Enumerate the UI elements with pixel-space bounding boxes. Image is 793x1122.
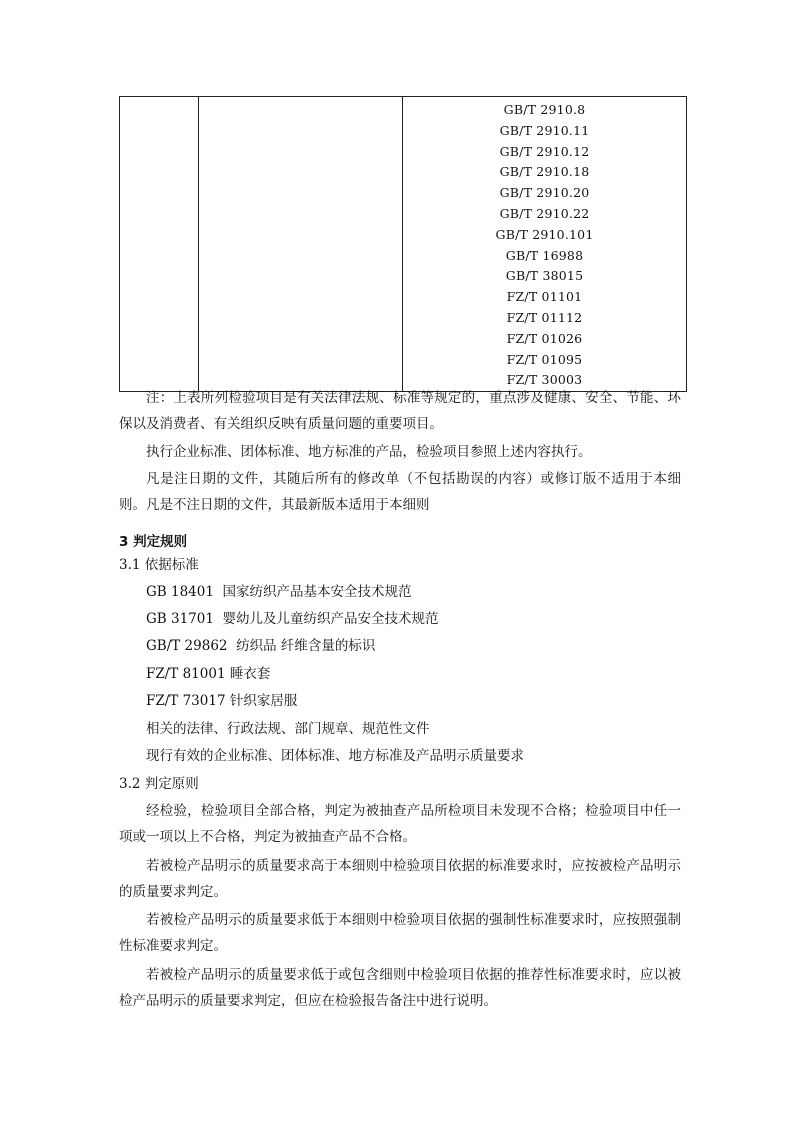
table-note: 注：上表所列检验项目是有关法律法规、标准等规定的，重点涉及健康、安全、节能、环保以及消费者、有关组织反映有质量问题的重要项目。 <box>119 390 681 432</box>
principle-paragraph: 经检验，检验项目全部合格，判定为被抽查产品所检项目未发现不合格；检验项目中任一项或一项以上不合格，判定为被抽查产品不合格。 <box>119 803 681 845</box>
list-item: GB/T 38015 <box>505 268 584 284</box>
basis-item: 相关的法律、行政法规、部门规章、规范性文件 <box>146 721 430 737</box>
section-3-1-title: 3.1 依据标准 <box>119 557 199 573</box>
standards-list <box>403 97 686 391</box>
list-item: GB/T 2910.18 <box>499 164 590 180</box>
basis-item: FZ/T 73017 针织家居服 <box>146 693 298 709</box>
section-3-title: 3 判定规则 <box>119 534 188 550</box>
section-3-2-title: 3.2 判定原则 <box>119 776 199 792</box>
list-item: GB/T 2910.101 <box>495 226 594 242</box>
list-item: FZ/T 01101 <box>506 289 583 305</box>
principle-paragraph: 若被检产品明示的质量要求低于或包含细则中检验项目依据的推荐性标准要求时，应以被检产品明示的质量要求判定，但应在检验报告备注中进行说明。 <box>119 967 681 1009</box>
table-cell-standards <box>403 97 687 392</box>
list-item: GB/T 16988 <box>505 247 584 263</box>
principle-paragraph: 若被检产品明示的质量要求高于本细则中检验项目依据的标准要求时，应按被检产品明示的质量要求判定。 <box>119 858 681 900</box>
dated-note: 凡是注日期的文件，其随后所有的修改单（不包括勘误的内容）或修订版不适用于本细则。凡是不注日期的文件，其最新版本适用于本细则 <box>119 471 681 513</box>
list-item: GB/T 2910.20 <box>499 185 590 201</box>
table-cell-empty-1 <box>120 97 199 392</box>
list-item: FZ/T 30003 <box>506 372 583 388</box>
basis-item: GB 31701 婴幼儿及儿童纺织产品安全技术规范 <box>146 611 439 627</box>
standards-table <box>119 96 687 392</box>
list-item: FZ/T 01112 <box>506 309 583 325</box>
table-cell-empty-2 <box>199 97 403 392</box>
list-item: FZ/T 01095 <box>506 351 583 367</box>
basis-item: 现行有效的企业标准、团体标准、地方标准及产品明示质量要求 <box>146 748 524 764</box>
basis-item: GB/T 29862 纺织品 纤维含量的标识 <box>146 638 376 654</box>
list-item: GB/T 2910.11 <box>499 122 590 138</box>
list-item: GB/T 2910.8 <box>503 102 586 117</box>
list-item: GB/T 2910.12 <box>499 143 590 159</box>
principle-paragraph: 若被检产品明示的质量要求低于本细则中检验项目依据的强制性标准要求时，应按照强制性标准要求判定。 <box>119 912 681 954</box>
basis-item: GB 18401 国家纺织产品基本安全技术规范 <box>146 584 412 600</box>
list-item: GB/T 2910.22 <box>499 205 590 221</box>
basis-item: FZ/T 81001 睡衣套 <box>146 666 271 682</box>
exec-note: 执行企业标准、团体标准、地方标准的产品，检验项目参照上述内容执行。 <box>146 444 592 460</box>
list-item: FZ/T 01026 <box>506 330 583 346</box>
